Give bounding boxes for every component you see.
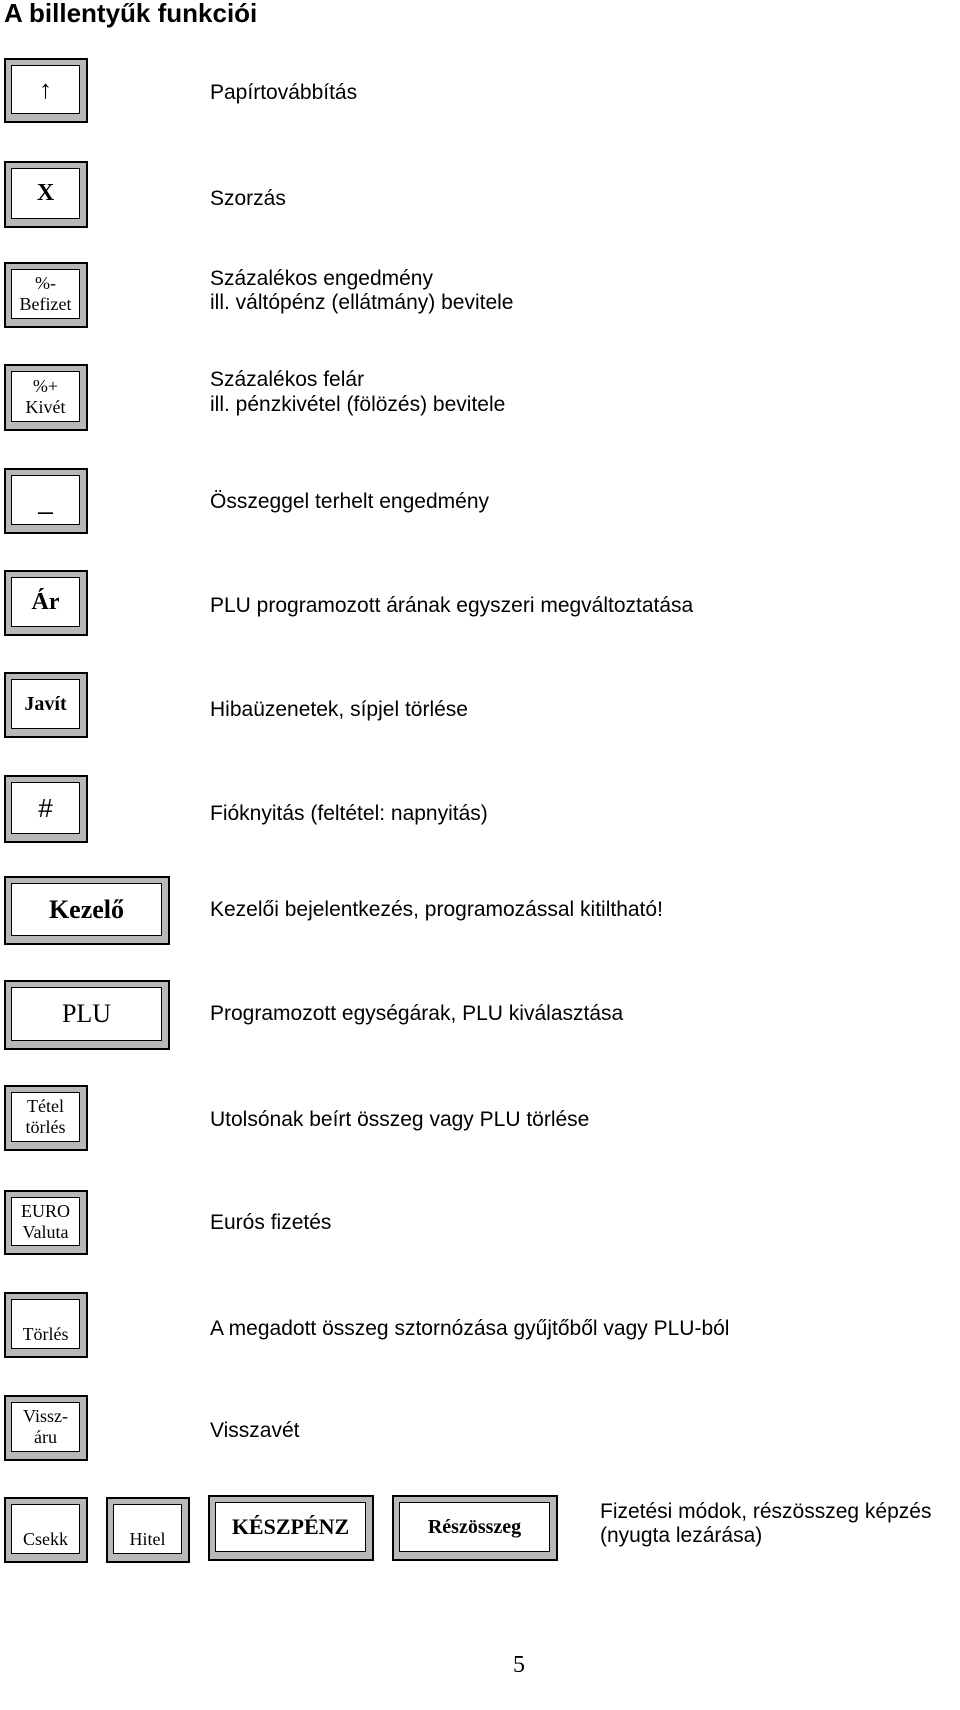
up-arrow-icon: ↑	[39, 74, 52, 104]
percent-minus-key	[4, 262, 88, 328]
paper-feed-key	[4, 58, 88, 123]
euro-payment-description: Eurós fizetés	[210, 1211, 332, 1234]
delete-key-label: Törlés	[22, 1324, 69, 1340]
return-key-label-1: Vissz-	[23, 1406, 68, 1426]
cash-key-label: KÉSZPÉNZ	[231, 1514, 350, 1539]
euro-key-label: EURO	[21, 1200, 70, 1221]
delete-key	[4, 1292, 88, 1358]
currency-key-label: Valuta	[22, 1221, 69, 1242]
hash-icon: #	[38, 792, 53, 823]
correct-key	[4, 672, 88, 738]
storno-description: A megadott összeg sztornózása gyűjtőből vagy PLU-ból	[210, 1317, 730, 1340]
price-change-description: PLU programozott árának egyszeri megváltoztatása	[210, 594, 694, 617]
float-input-description: ill. váltópénz (ellátmány) bevitele	[210, 291, 514, 314]
return-description: Visszavét	[210, 1419, 300, 1442]
plu-key-label: PLU	[61, 999, 112, 1028]
credit-key-label: Hitel	[129, 1529, 166, 1545]
amount-discount-key	[4, 468, 88, 534]
cash-key	[208, 1495, 374, 1561]
price-key-label: Ár	[31, 588, 60, 615]
check-key	[4, 1497, 88, 1563]
payment-modes-description: Fizetési módok, részösszeg képzés	[600, 1500, 932, 1523]
euro-key	[4, 1190, 88, 1255]
payout-key-label: Kivét	[25, 396, 66, 417]
receipt-close-description: (nyugta lezárása)	[600, 1524, 763, 1547]
plu-key	[4, 980, 170, 1050]
price-key	[4, 570, 88, 636]
credit-key	[106, 1497, 190, 1563]
paper-feed-description: Papírtovábbítás	[210, 81, 358, 104]
percent-plus-key	[4, 364, 88, 431]
minus-icon: _	[38, 485, 53, 515]
percent-plus-key-label: %+	[32, 375, 59, 396]
last-entry-void-description: Utolsónak beírt összeg vagy PLU törlése	[210, 1108, 590, 1131]
check-key-label: Csekk	[23, 1529, 68, 1545]
multiply-key	[4, 161, 88, 228]
error-clear-description: Hibaüzenetek, sípjel törlése	[210, 698, 468, 721]
correct-key-label: Javít	[24, 692, 67, 715]
multiply-key-label: X	[36, 180, 55, 206]
page-title: A billentyűk funkciói	[4, 0, 258, 28]
plu-select-description: Programozott egységárak, PLU kiválasztása	[210, 1002, 624, 1025]
payin-key-label: Befizet	[19, 294, 72, 314]
amount-discount-description: Összeggel terhelt engedmény	[210, 490, 489, 513]
operator-key-label: Kezelő	[48, 894, 125, 924]
item-key-label: Tétel	[27, 1096, 64, 1116]
percent-minus-key-label: %-	[35, 273, 56, 293]
operator-login-description: Kezelői bejelentkezés, programozással kitiltható!	[210, 898, 663, 921]
drawer-open-key	[4, 775, 88, 843]
page-number: 5	[513, 1652, 525, 1678]
multiply-description: Szorzás	[210, 187, 286, 210]
percent-surcharge-description: Százalékos felár	[210, 368, 365, 391]
operator-key	[4, 876, 170, 945]
subtotal-key-label: Részösszeg	[427, 1515, 522, 1538]
void-key-label: törlés	[25, 1117, 66, 1137]
return-key-label-2: áru	[34, 1427, 57, 1447]
percent-discount-description: Százalékos engedmény	[210, 267, 433, 290]
subtotal-key	[392, 1495, 558, 1561]
drawer-open-description: Fióknyitás (feltétel: napnyitás)	[210, 802, 488, 825]
cash-withdrawal-description: ill. pénzkivétel (fölözés) bevitele	[210, 393, 506, 416]
return-key	[4, 1395, 88, 1461]
item-void-key	[4, 1085, 88, 1151]
